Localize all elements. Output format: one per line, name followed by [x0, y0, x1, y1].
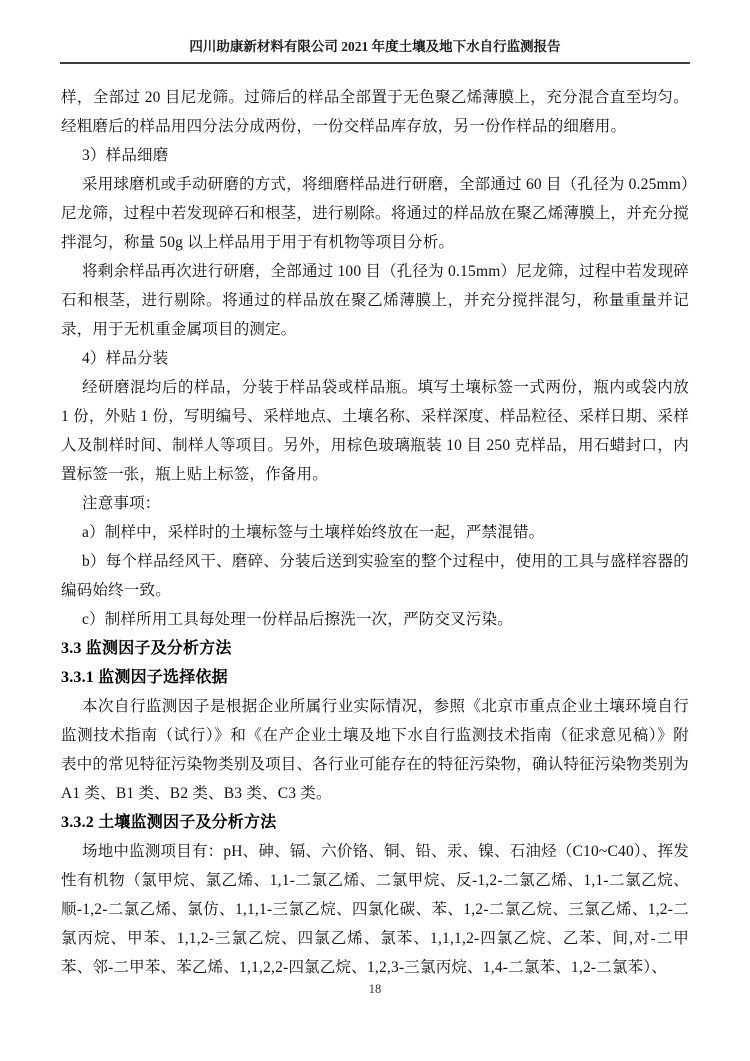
page-header — [60, 38, 690, 64]
header-title: 四川助康新材料有限公司 2021 年度土壤及地下水自行监测报告 — [189, 39, 561, 54]
list-item-sample-fine-grinding: 3）样品细磨 — [82, 147, 169, 164]
paragraph: 本次自行监测因子是根据企业所属行业实际情况，参照《北京市重点企业土壤环境自行监测技术指南（试行）》和《在产企业土壤及地下水自行监测技术指南（征求意见稿）》附表中的常见特征污染物类别及项目、各行业可能存在的特征污染物，确认特征污染物类别为 A1 类、B1 类、B2 类、B3 类、C3 类。 — [61, 698, 690, 802]
section-heading-3-3-1: 3.3.1 监测因子选择依据 — [61, 669, 228, 686]
page-number: 18 — [368, 982, 382, 996]
section-heading-3-3-2: 3.3.2 土壤监测因子及分析方法 — [61, 814, 277, 831]
note-item-c: c）制样所用工具每处理一份样品后擦洗一次，严防交叉污染。 — [82, 611, 513, 628]
note-item-a: a）制样中，采样时的土壤标签与土壤样始终放在一起，严禁混错。 — [82, 524, 545, 541]
paragraph: 采用球磨机或手动研磨的方式，将细磨样品进行研磨，全部通过 60 目（孔径为 0.25mm）尼龙筛，过程中若发现碎石和根茎，进行剔除。将通过的样品放在聚乙烯薄膜上，并充分搅拌混匀，称量 50g 以上样品用于用于有机物等项目分析。 — [61, 176, 690, 251]
paragraph: 经研磨混均后的样品，分装于样品袋或样品瓶。填写土壤标签一式两份，瓶内或袋内放 1 份，外贴 1 份，写明编号、采样地点、土壤名称、采样深度、样品粒径、采样日期、采样人及制样时间、制样人等项目。另外，用棕色玻璃瓶装 10 目 250 克样品，用石蜡封口，内置标签一张，瓶上贴上标签，作备用。 — [61, 379, 689, 483]
notes-label: 注意事项： — [82, 495, 161, 512]
page-footer — [0, 981, 750, 997]
paragraph: 将剩余样品再次进行研磨，全部通过 100 目（孔径为 0.15mm）尼龙筛，过程中若发现碎石和根茎，进行剔除。将通过的样品放在聚乙烯薄膜上，并充分搅拌混匀，称量重量并记录，用于无机重金属项目的测定。 — [61, 263, 689, 338]
note-item-b: b）每个样品经风干、磨碎、分装后送到实验室的整个过程中，使用的工具与盛样容器的编码始终一致。 — [61, 553, 689, 599]
paragraph: 场地中监测项目有：pH、砷、镉、六价铬、铜、铅、汞、镍、石油烃（C10~C40）、挥发性有机物（氯甲烷、氯乙烯、1,1-二氯乙烯、二氯甲烷、反-1,2-二氯乙烯、1,1-二氯乙烷、顺-1,2-二氯乙烯、氯仿、1,1,1-三氯乙烷、四氯化碳、苯、1,2-二氯乙烷、三氯乙烯、1,2-二氯丙烷、甲苯、1,1,2-三氯乙烷、四氯乙烯、氯苯、1,1,1,2-四氯乙烷、乙苯、间,对-二甲苯、邻-二甲苯、苯乙烯、1,1,2,2-四氯乙烷、1,2,3-三氯丙烷、1,4-二氯苯、1,2-二氯苯）、 — [61, 843, 689, 976]
document-body — [61, 83, 689, 982]
list-item-sample-packing: 4）样品分装 — [82, 350, 169, 367]
section-heading-3-3: 3.3 监测因子及分析方法 — [61, 640, 232, 657]
paragraph: 样，全部过 20 目尼龙筛。过筛后的样品全部置于无色聚乙烯薄膜上，充分混合直至均匀。经粗磨后的样品用四分法分成两份，一份交样品库存放，另一份作样品的细磨用。 — [61, 89, 689, 135]
